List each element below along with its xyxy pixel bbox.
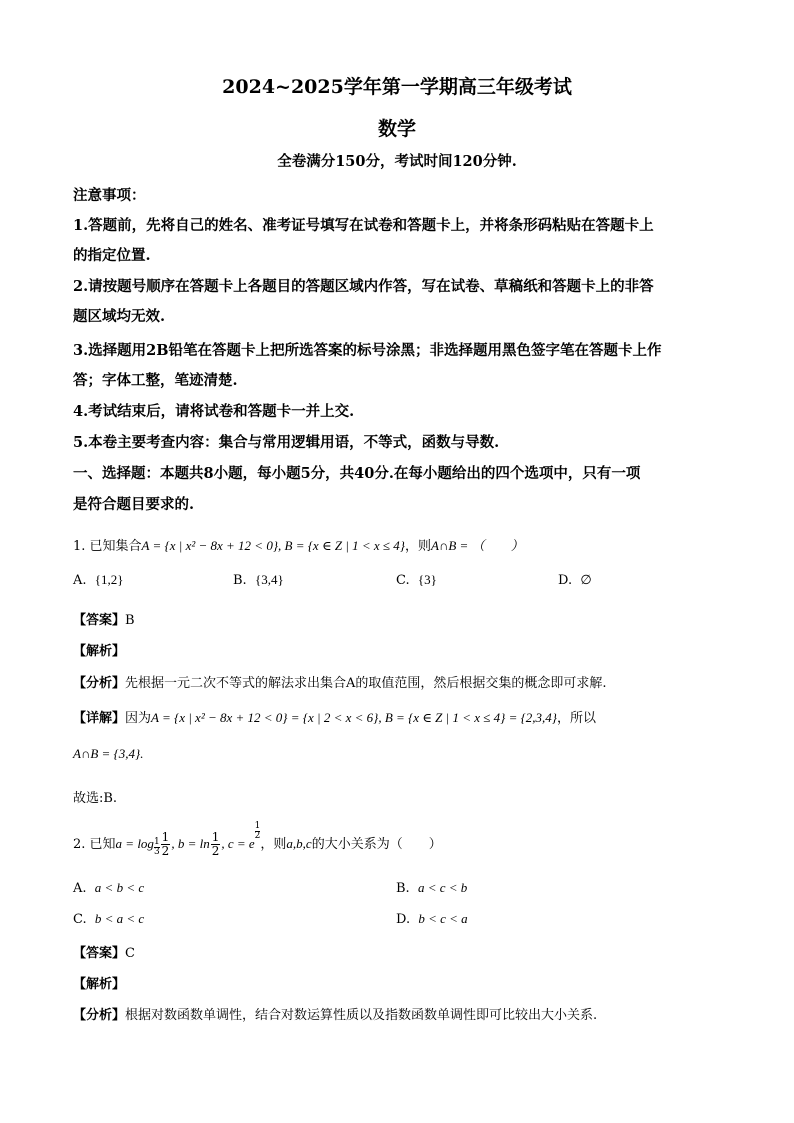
q1-option-d: D. ∅	[558, 572, 592, 588]
note-3-line-2: 答；字体工整，笔迹清楚.	[73, 372, 238, 389]
q1-xiangjie: 【详解】因为A = {x | x² − 8x + 12 < 0} = {x | 2 < x < 6}, B = {x ∈ Z | 1 < x ≤ 4} = {2,3,4}，所以	[73, 710, 597, 726]
notes-heading: 注意事项：	[73, 187, 146, 204]
q2-expr-a: a = log	[115, 836, 154, 851]
q1-option-c: C. {3}	[396, 572, 437, 588]
subject-title: 数学	[377, 118, 416, 140]
note-2-line-1: 2.请按题号顺序在答题卡上各题目的答题区域内作答，写在试卷、草稿纸和答题卡上的非答	[73, 278, 654, 295]
q2-expr-c: , c = e	[221, 836, 255, 851]
q2-exponent: 1 2	[254, 821, 261, 841]
question-1-stem	[73, 535, 524, 554]
note-1-line-1: 1.答题前，先将自己的姓名、准考证号填写在试卷和答题卡上，并将条形码粘贴在答题卡上	[73, 217, 654, 234]
q2-option-a: A. a < b < c	[73, 880, 145, 896]
note-3-line-1: 3.选择题用2B铅笔在答题卡上把所选答案的标号涂黑；非选择题用黑色签字笔在答题卡上作	[73, 342, 662, 359]
q1-sets-formula: A = {x | x² − 8x + 12 < 0}, B = {x ∈ Z | 1 < x ≤ 4}	[141, 538, 406, 553]
section-heading-line-1: 一、选择题：本题共8小题，每小题5分，共40分.在每小题给出的四个选项中，只有一项	[73, 465, 641, 482]
section-heading-line-2: 是符合题目要求的.	[73, 496, 195, 513]
note-4: 4.考试结束后，请将试卷和答题卡一并上交.	[73, 403, 355, 420]
q2-log-base: 1 3	[153, 837, 160, 857]
question-2-stem: 2. 已知a = log $_{\frac{1}{3}}$ $\frac{1}{2}$ , b = ln $\frac{1}{2}$ , c = e $^{\frac{1}{2}}$ ，则a,b,c的大小关系为（ ）	[73, 821, 442, 858]
note-1-line-2: 的指定位置.	[73, 247, 151, 264]
q1-prefix: 1. 已知集合	[73, 539, 142, 554]
q2-option-c: C. b < a < c	[73, 911, 145, 927]
q2-frac-b: $\frac{1}{2}$	[211, 830, 220, 858]
q1-fenxi: 【分析】先根据一元二次不等式的解法求出集合A的取值范围，然后根据交集的概念即可求解.	[73, 676, 607, 691]
q1-option-a: A. {1,2}	[73, 572, 124, 588]
note-5: 5.本卷主要考查内容：集合与常用逻辑用语，不等式，函数与导数.	[73, 434, 500, 451]
q1-option-b: B. {3,4}	[233, 572, 284, 588]
q2-analysis-heading: 【解析】	[73, 977, 126, 992]
q2-answer: 【答案】C	[73, 946, 135, 961]
q2-expr-b: , b = ln	[171, 836, 210, 851]
q2-option-b: B. a < c < b	[396, 880, 468, 896]
q2-frac-a: $\frac{1}{2}$	[161, 830, 170, 858]
q1-xiangjie-formula: A = {x | x² − 8x + 12 < 0} = {x | 2 < x < 6}, B = {x ∈ Z | 1 < x ≤ 4} = {2,3,4}	[151, 710, 557, 725]
q1-analysis-heading: 【解析】	[73, 644, 126, 659]
score-time-line: 全卷满分150分，考试时间120分钟.	[277, 153, 517, 170]
q2-option-d: D. b < c < a	[396, 911, 468, 927]
note-2-line-2: 题区域均无效.	[73, 308, 166, 325]
q1-conclusion: 故选:B.	[73, 791, 118, 806]
q1-answer: 【答案】B	[73, 613, 135, 628]
exam-title: 2024~2025学年第一学期高三年级考试	[222, 76, 572, 98]
q1-xiangjie-line-2: A∩B = {3,4}.	[73, 746, 144, 761]
q2-fenxi: 【分析】根据对数函数单调性，结合对数运算性质以及指数函数单调性即可比较出大小关系.	[73, 1008, 598, 1023]
q1-then: ，则	[405, 539, 432, 554]
q1-ask: A∩B = （ ）	[431, 538, 524, 553]
